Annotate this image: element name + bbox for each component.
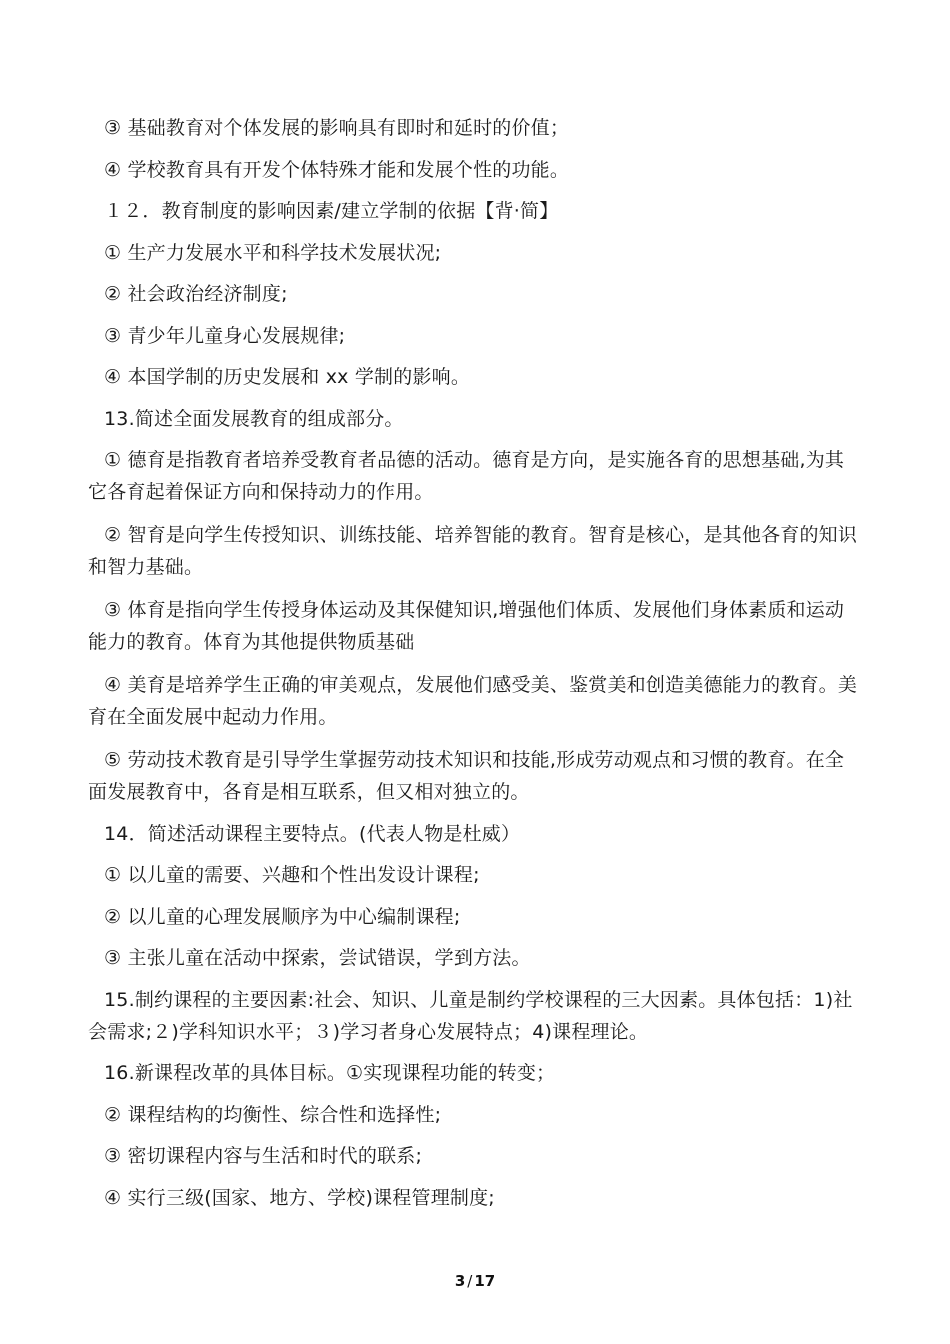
list-item: ④ 本国学制的历史发展和 xx 学制的影响。: [104, 366, 471, 388]
list-item: ① 以儿童的需要、兴趣和个性出发设计课程;: [104, 864, 480, 886]
list-item: ② 以儿童的心理发展顺序为中心编制课程;: [104, 905, 461, 928]
section-heading: 16.新课程改革的具体目标。①实现课程功能的转变；: [104, 1062, 556, 1084]
list-item: ① 生产力发展水平和科学技术发展状况;: [104, 241, 442, 264]
section-heading: 15.制约课程的主要因素:社会、知识、儿童是制约学校课程的三大因素。具体包括：1)社会需求;２)学科知识水平；３)学习者身心发展特点；4)课程理论。: [88, 988, 853, 1043]
list-item: ③ 密切课程内容与生活和时代的联系;: [104, 1145, 423, 1167]
section-heading: 13.简述全面发展教育的组成部分。: [104, 407, 404, 430]
list-item: ② 智育是向学生传授知识、训练技能、培养智能的教育。智育是核心，是其他各育的知识和智力基础。: [88, 524, 858, 578]
current-page-number: 3: [454, 1272, 466, 1290]
page-separator: /: [467, 1272, 473, 1290]
list-item: ② 社会政治经济制度;: [104, 283, 288, 305]
total-pages-number: 17: [474, 1272, 496, 1290]
section-heading: 14．简述活动课程主要特点。(代表人物是杜威）: [104, 822, 521, 845]
list-item: ④ 实行三级(国家、地方、学校)课程管理制度;: [104, 1186, 495, 1209]
list-item: ⑤ 劳动技术教育是引导学生掌握劳动技术知识和技能,形成劳动观点和习惯的教育。在全面发展教育中，各育是相互联系，但又相对独立的。: [88, 749, 845, 803]
paragraph: ④ 学校教育具有开发个体特殊才能和发展个性的功能。: [104, 158, 570, 181]
list-item: ③ 青少年儿童身心发展规律;: [104, 324, 346, 347]
list-item: ③ 主张儿童在活动中探索，尝试错误，学到方法。: [104, 947, 531, 969]
document-body: [88, 112, 858, 1223]
page-number: [0, 1272, 950, 1290]
list-item: ② 课程结构的均衡性、综合性和选择性;: [104, 1103, 442, 1126]
paragraph: ③ 基础教育对个体发展的影响具有即时和延时的价值；: [104, 117, 570, 139]
list-item: ③ 体育是指向学生传授身体运动及其保健知识,增强他们体质、发展他们身体素质和运动能力的教育。体育为其他提供物质基础: [88, 599, 845, 653]
list-item: ④ 美育是培养学生正确的审美观点，发展他们感受美、鉴赏美和创造美德能力的教育。美育在全面发展中起动力作用。: [88, 674, 858, 728]
section-heading: １２．教育制度的影响因素/建立学制的依据【背·简】: [104, 200, 559, 222]
list-item: ① 德育是指教育者培养受教育者品德的活动。德育是方向，是实施各育的思想基础,为其它各育起着保证方向和保持动力的作用。: [88, 449, 845, 503]
